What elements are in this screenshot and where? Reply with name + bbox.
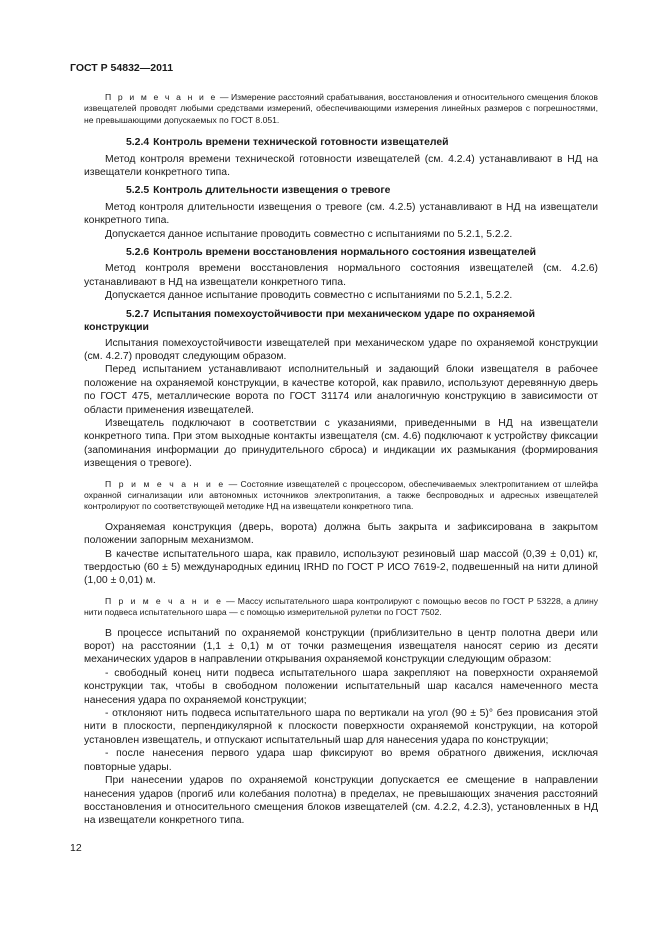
section-title: Контроль длительности извещения о тревоге xyxy=(153,185,391,197)
paragraph: Допускается данное испытание проводить совместно с испытаниями по 5.2.1, 5.2.2. xyxy=(105,290,513,302)
note-2-text: — Состояние извещателей с процессором, обеспечиваемых электропитанием от шлейфа охранной сигнализации или автономных источников электропитания, а также беспроводных и адресных извещателей контролируют по соответствующей методике НД на извещатели конкретного типа. xyxy=(84,478,598,512)
list-item: - после нанесения первого удара шар фиксируют во время обратного движения, исключая повторные удары. xyxy=(84,748,598,773)
note-3-text: — Массу испытательного шара контролируют с помощью весов по ГОСТ Р 53228, а длину нити подвеса испытательного шара — с помощью измерительной рулетки по ГОСТ 7502. xyxy=(84,595,598,618)
document-header: ГОСТ Р 54832—2011 xyxy=(70,62,174,74)
paragraph: Охраняемая конструкция (дверь, ворота) должна быть закрыта и зафиксирована в закрытом положении запорным механизмом. xyxy=(84,521,598,547)
list-item: - свободный конец нити подвеса испытательного шара закрепляют на поверхности охраняемой конструкции так, чтобы в свободном положении испытательный шар касался намеченного места нанесения удара по охраняемой конструкции; xyxy=(84,667,598,706)
paragraph: Перед испытанием устанавливают исполнительный и задающий блоки извещателя в рабочее положение на охраняемой конструкции, в качестве которой, как правило, используют деревянную дверь по ГОСТ 475, металлические ворота по ГОСТ 31174 или аналогичную конструкцию в зависимости от области применения извещателей. xyxy=(84,364,598,416)
page-number: 12 xyxy=(70,842,82,854)
paragraph: Извещатель подключают в соответствии с указаниями, приведенными в НД на извещатели конкретного типа. При этом выходные контакты извещателя (см. 4.6) подключают к устройству фиксации (запоминания информации до принудительного сброса) и индикации их размыкания (формирования извещения о тревоге). xyxy=(84,417,598,470)
paragraph: Метод контроля времени восстановления нормального состояния извещателей (см. 4.2.6) устанавливают в НД на извещатели конкретного типа. xyxy=(84,263,598,288)
note-label: П р и м е ч а н и е xyxy=(105,92,218,102)
paragraph: При нанесении ударов по охраняемой конструкции допускается ее смещение в направлении нанесения ударов (прогиб или колебания полотна) в пределах, не превышающих значения расстояний восстановления и относительного смещения блоков извещателей (см. 4.2.2, 4.2.3), установленных в НД на извещатели конкретного типа. xyxy=(84,775,598,827)
section-number: 5.2.6 xyxy=(126,247,150,259)
note-2 xyxy=(84,479,598,513)
section-5-2-6-heading xyxy=(84,246,598,259)
note-label: П р и м е ч а н и е xyxy=(105,595,223,606)
section-number: 5.2.7 xyxy=(126,308,150,320)
paragraph: Допускается данное испытание проводить совместно с испытаниями по 5.2.1, 5.2.2. xyxy=(105,228,513,240)
paragraph: В процессе испытаний по охраняемой конструкции (приблизительно в центр полотна двери или ворот) на расстоянии (1,1 ± 0,1) м от точки размещения извещателя наносят серию из десяти механических ударов в направлении открывания охраняемой конструкции следующим образом: xyxy=(84,627,598,666)
section-number: 5.2.5 xyxy=(126,185,150,197)
paragraph: Метод контроля длительности извещения о тревоге (см. 4.2.5) устанавливают в НД на извещатели конкретного типа. xyxy=(84,201,598,227)
page-content xyxy=(84,92,598,828)
note-1 xyxy=(84,92,598,126)
paragraph: Испытания помехоустойчивости извещателей при механическом ударе по охраняемой конструкции (см. 4.2.7) проводят следующим образом. xyxy=(84,337,598,362)
paragraph: Метод контроля времени технической готовности извещателей (см. 4.2.4) устанавливают в НД на извещатели конкретного типа. xyxy=(84,153,598,179)
note-1-text: — Измерение расстояний срабатывания, восстановления и относительного смещения блоков извещателей проводят любыми средствами измерений, обеспечивающими измерения линейных размеров с погрешностями, не превышающими допускаемых по ГОСТ 8.051. xyxy=(84,92,598,125)
note-3 xyxy=(84,596,598,619)
section-title: Контроль времени технической готовности извещателей xyxy=(153,137,449,149)
section-number: 5.2.4 xyxy=(126,137,150,149)
section-5-2-5-heading xyxy=(84,184,598,197)
section-title: Контроль времени восстановления нормального состояния извещателей xyxy=(153,247,537,259)
list-item: - отклоняют нить подвеса испытательного шара по вертикали на угол (90 ± 5)° без провисания этой нити в плоскости, перпендикулярной к плоскости поверхности охраняемой конструкции, на которой установлен извещатель, и отпускают испытательный шар для нанесения удара по конструкции; xyxy=(84,708,598,746)
section-5-2-4-heading xyxy=(84,136,598,149)
note-label: П р и м е ч а н и е xyxy=(105,478,226,489)
section-5-2-7-heading xyxy=(84,308,598,335)
section-title: Испытания помехоустойчивости при механическом ударе по охраняемой конструкции xyxy=(84,308,535,334)
paragraph: В качестве испытательного шара, как правило, используют резиновый шар массой (0,39 ± 0,01) кг, твердостью (60 ± 5) международных единиц IRHD по ГОСТ Р ИСО 7619-2, подвешенный на нити длиной (1,00 ± 0,01) м. xyxy=(84,548,598,587)
